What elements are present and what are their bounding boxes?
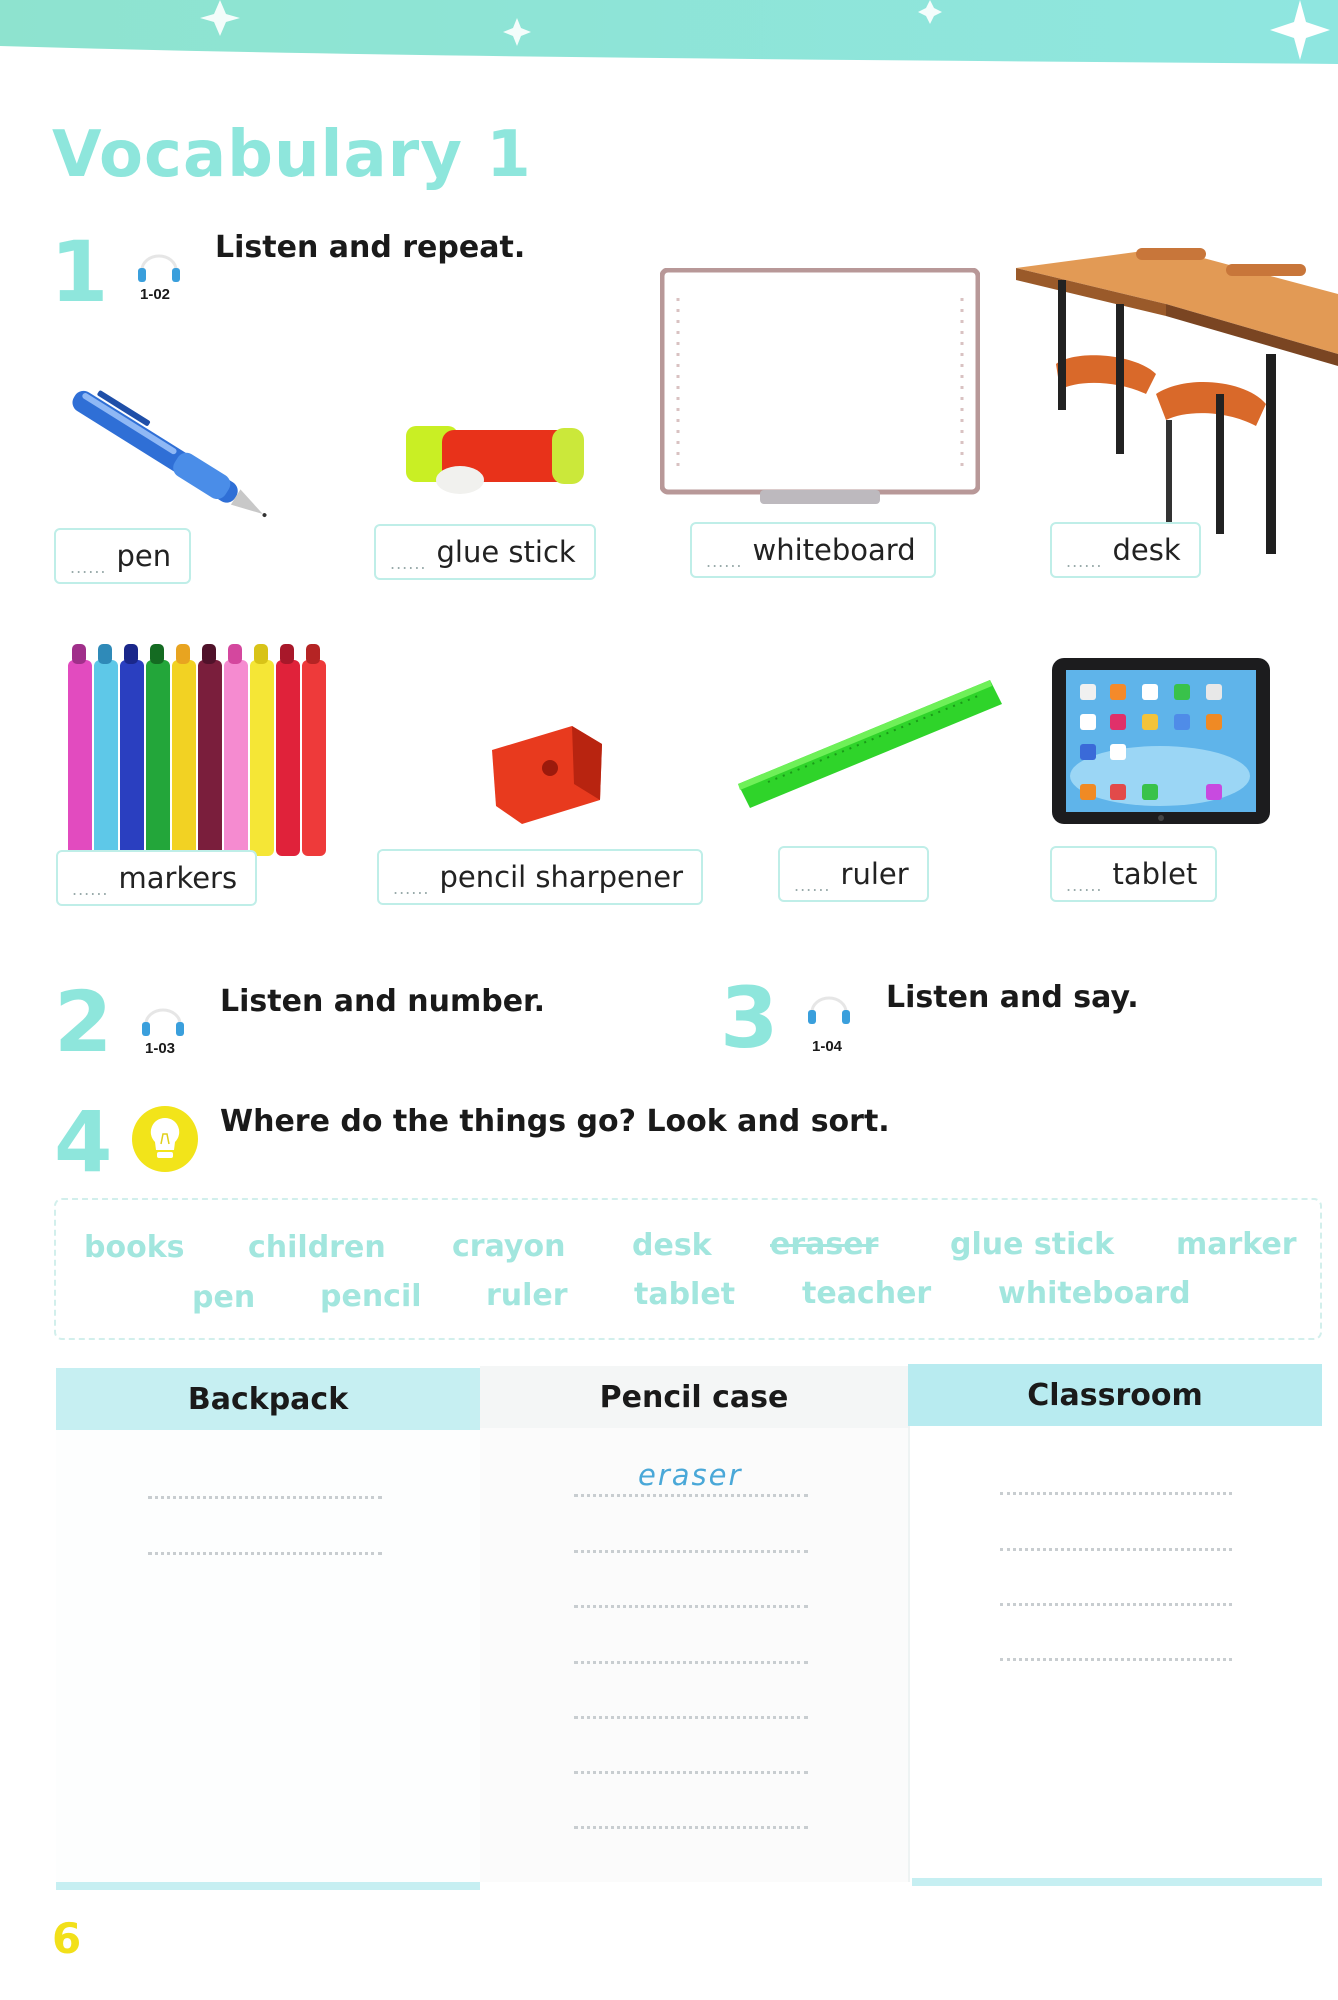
pencil-sharpener-image: [482, 720, 612, 830]
exercise-4-number: 4: [54, 1093, 113, 1191]
audio-track-code: 1-03: [145, 1040, 176, 1057]
word-bank: [54, 1198, 1322, 1340]
exercise-1-instruction: Listen and repeat.: [215, 230, 526, 265]
word-bank-item: teacher: [802, 1276, 932, 1311]
exercise-2-instruction: Listen and number.: [220, 984, 545, 1019]
answer-dots: ......: [70, 557, 107, 577]
word-bank-item: glue stick: [950, 1227, 1115, 1262]
exercise-2-number: 2: [54, 973, 113, 1071]
answer-dots: ......: [390, 553, 427, 573]
answer-line[interactable]: [1000, 1658, 1232, 1661]
exercise-1-number: 1: [50, 223, 109, 321]
backpack-column: [56, 1368, 480, 1884]
column-heading-classroom: Classroom: [908, 1364, 1322, 1426]
answer-line[interactable]: [148, 1496, 382, 1499]
vocab-label-desk: [1050, 522, 1201, 578]
headphones-icon[interactable]: [136, 254, 182, 284]
sample-answer: eraser: [638, 1458, 743, 1492]
word-bank-item: tablet: [634, 1277, 736, 1312]
vocab-word: tablet: [1112, 857, 1198, 891]
vocab-word: glue stick: [436, 535, 576, 569]
exercise-3-instruction: Listen and say.: [886, 980, 1139, 1015]
markers-image: [64, 640, 344, 860]
lightbulb-icon: [130, 1104, 200, 1174]
vocab-word: desk: [1112, 533, 1181, 567]
vocab-label-markers: [56, 850, 257, 906]
word-bank-item: crayon: [452, 1229, 566, 1264]
ruler-image: [738, 676, 1004, 816]
word-bank-item-crossed: eraser: [770, 1227, 879, 1262]
vocab-label-tablet: [1050, 846, 1217, 902]
answer-line[interactable]: [574, 1826, 808, 1829]
vocab-word: markers: [118, 861, 238, 895]
vocab-word: pen: [116, 539, 172, 573]
word-bank-item: ruler: [486, 1278, 568, 1313]
whiteboard-image: [660, 268, 980, 508]
top-banner: [0, 0, 1338, 64]
answer-line[interactable]: [574, 1771, 808, 1774]
answer-dots: ......: [794, 875, 831, 895]
word-bank-item: pencil: [320, 1279, 422, 1314]
word-bank-item: pen: [192, 1280, 256, 1315]
answer-dots: ......: [1066, 875, 1103, 895]
audio-track-code: 1-02: [140, 286, 171, 303]
vocab-label-glue-stick: [374, 524, 596, 580]
page-title: Vocabulary 1: [52, 118, 532, 192]
exercise-4-instruction: Where do the things go? Look and sort.: [220, 1104, 890, 1139]
pen-image: [56, 384, 286, 534]
column-heading-pencil-case: Pencil case: [480, 1366, 908, 1428]
vocab-label-pencil-sharpener: [377, 849, 703, 905]
vocab-word: ruler: [840, 857, 909, 891]
column-footer-bar: [912, 1878, 1322, 1886]
vocab-label-ruler: [778, 846, 929, 902]
answer-dots: ......: [706, 551, 743, 571]
page-number: 6: [52, 1914, 82, 1963]
vocab-word: pencil sharpener: [439, 860, 683, 894]
word-bank-item: whiteboard: [998, 1276, 1191, 1311]
answer-line[interactable]: [1000, 1492, 1232, 1495]
desk-image: [1016, 244, 1338, 564]
word-bank-item: books: [84, 1230, 185, 1265]
headphones-icon[interactable]: [140, 1008, 186, 1038]
word-bank-item: children: [248, 1230, 386, 1265]
audio-track-code: 1-04: [812, 1038, 843, 1055]
tablet-image: [1050, 656, 1272, 828]
word-bank-item: desk: [632, 1228, 712, 1263]
answer-line[interactable]: [574, 1550, 808, 1553]
exercise-3-number: 3: [720, 969, 779, 1067]
answer-line[interactable]: [574, 1716, 808, 1719]
word-bank-item: marker: [1176, 1227, 1297, 1262]
classroom-column: [908, 1364, 1324, 1882]
headphones-icon[interactable]: [806, 996, 852, 1026]
answer-line[interactable]: [1000, 1548, 1232, 1551]
column-heading-backpack: Backpack: [56, 1368, 480, 1430]
vocab-label-pen: [54, 528, 191, 584]
column-footer-bar: [56, 1882, 480, 1890]
answer-dots: ......: [1066, 551, 1103, 571]
answer-line[interactable]: [148, 1552, 382, 1555]
answer-line[interactable]: [574, 1661, 808, 1664]
vocab-label-whiteboard: [690, 522, 936, 578]
glue-stick-image: [402, 414, 592, 504]
answer-line[interactable]: [574, 1494, 808, 1497]
answer-line[interactable]: [1000, 1603, 1232, 1606]
answer-dots: ......: [393, 878, 430, 898]
pencil-case-column: [480, 1366, 908, 1882]
answer-line[interactable]: [574, 1605, 808, 1608]
vocab-word: whiteboard: [752, 533, 916, 567]
answer-dots: ......: [72, 879, 109, 899]
